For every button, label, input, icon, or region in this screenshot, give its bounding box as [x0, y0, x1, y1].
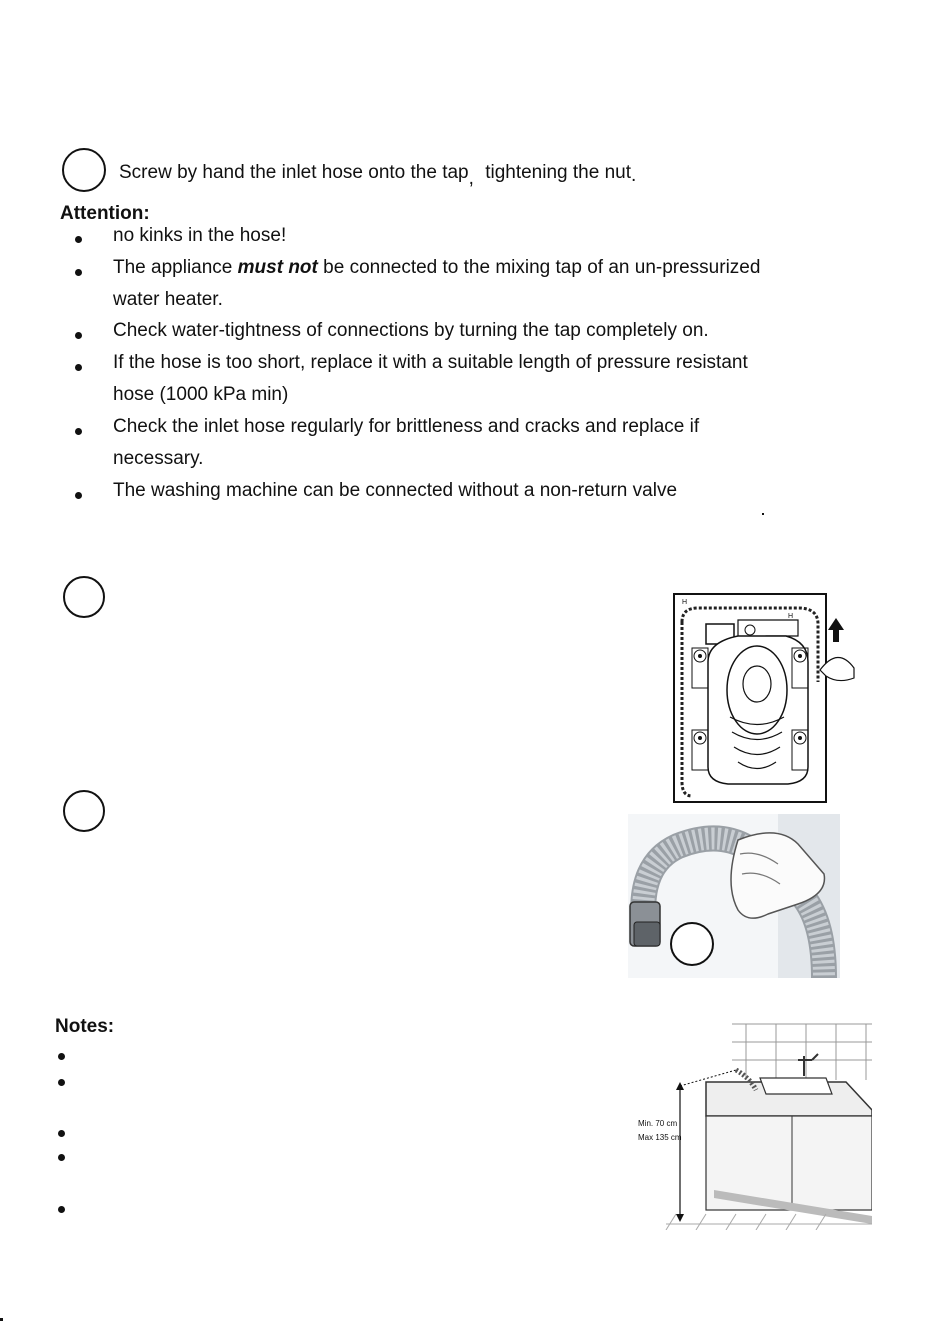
attention-item-4-line1: If the hose is too short, replace it with a suitable length of pressure resistant — [113, 352, 748, 373]
rear-label-right: H — [788, 613, 794, 620]
notes-bullet-4 — [58, 1154, 65, 1161]
step-marker-3 — [63, 790, 105, 832]
step1-comma: , — [468, 168, 474, 189]
attention-item-4-line2: hose (1000 kPa min) — [113, 384, 289, 405]
attention-item-2-before: The appliance — [113, 257, 238, 278]
notes-bullet-5 — [58, 1206, 65, 1213]
notes-bullet-2 — [58, 1079, 65, 1086]
step1-instruction — [119, 162, 637, 189]
notes-bullet-3 — [58, 1130, 65, 1137]
sink-height-drawing — [636, 1020, 872, 1230]
notes-bullet-1 — [58, 1053, 65, 1060]
stray-dot — [762, 513, 764, 515]
attention-item-3: Check water-tightness of connections by turning the tap completely on. — [113, 320, 709, 341]
step1-text-part2: tightening the nut — [485, 162, 631, 183]
corner-dot — [0, 1318, 3, 1321]
attention-bullet-1 — [75, 236, 82, 243]
drain-hose-figure — [628, 814, 840, 978]
attention-bullet-5 — [75, 428, 82, 435]
attention-bullet-4 — [75, 364, 82, 371]
attention-item-2-line2: water heater. — [113, 289, 223, 310]
attention-item-2 — [113, 257, 760, 279]
sink-min-label: Min. 70 cm — [638, 1119, 678, 1128]
sink-height-figure — [636, 1020, 872, 1230]
step1-period: . — [631, 165, 637, 186]
attention-heading: Attention: — [60, 203, 150, 224]
attention-bullet-2 — [75, 269, 82, 276]
machine-rear-view-drawing — [668, 592, 858, 806]
step1-text-part1: Screw by hand the inlet hose onto the tap — [119, 162, 469, 183]
attention-bullet-3 — [75, 332, 82, 339]
attention-bullet-6 — [75, 492, 82, 499]
machine-rear-view-figure — [668, 592, 858, 806]
notes-heading: Notes: — [55, 1016, 115, 1037]
step-marker-2 — [63, 576, 105, 618]
rear-label-left: H — [682, 599, 688, 606]
step-marker-1 — [62, 148, 106, 192]
attention-item-5-line1: Check the inlet hose regularly for brittleness and cracks and replace if — [113, 416, 700, 437]
drain-hose-drawing — [628, 814, 840, 978]
attention-item-1: no kinks in the hose! — [113, 225, 287, 246]
attention-item-2-emphasis: must not — [237, 257, 318, 278]
attention-item-5-line2: necessary. — [113, 448, 204, 469]
sink-max-label: Max 135 cm — [638, 1133, 682, 1142]
attention-item-6: The washing machine can be connected without a non-return valve — [113, 480, 678, 501]
attention-item-2-after: be connected to the mixing tap of an un-pressurized — [317, 257, 761, 278]
